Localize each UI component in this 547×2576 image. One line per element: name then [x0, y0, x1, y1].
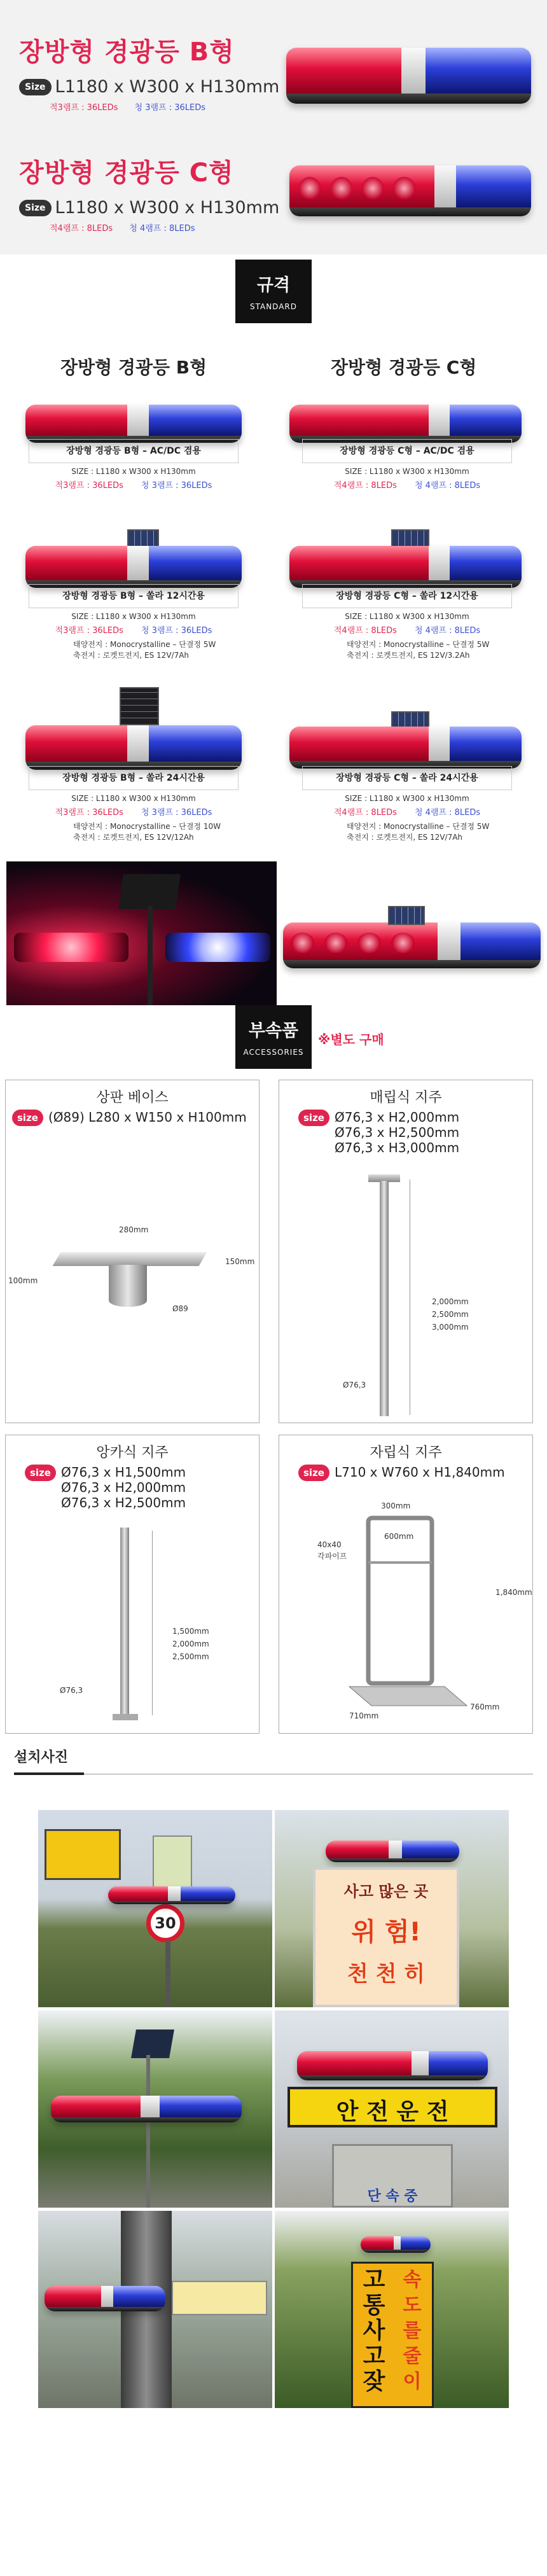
size-value: Ø76,3 x H1,500mm: [60, 1465, 186, 1480]
card-spec-battery: 축전지 : 로켓트전지, ES 12V/7Ah: [73, 651, 190, 660]
accessory-size: [12, 1110, 247, 1126]
accident-warning-sign: 고통사고잦 속도를줄이: [351, 2262, 434, 2408]
dim-pipe: 40x40: [317, 1540, 342, 1549]
speed-limit-sign: 30: [146, 1904, 184, 1942]
lightbar-c-solar12-image: [289, 546, 522, 588]
pole-drawing: [120, 1528, 129, 1718]
led-blue: 청 3램프 : 36LEDs: [141, 626, 212, 636]
led-red: 적3램프 : 36LEDs: [55, 626, 123, 636]
accessory-title: 상판 베이스: [96, 1090, 169, 1106]
hero-model-c: [19, 153, 279, 233]
size-badge: size: [25, 1465, 56, 1481]
accessories-heading-sub: ACCESSORIES: [243, 1048, 304, 1057]
standard-heading: [235, 260, 312, 323]
card-spec-solar: 태양전지 : Monocrystalline – 단결정 10W: [73, 822, 221, 831]
card-b-solar24: [29, 766, 239, 843]
accessory-top-base: [5, 1080, 260, 1423]
dim-height: 1,840mm: [495, 1588, 532, 1597]
accessories-heading: [235, 1005, 312, 1069]
card-b-solar12: [29, 584, 239, 661]
size-value: Ø76,3 x H2,000mm: [334, 1110, 460, 1125]
led-red: 적3램프 : 36LEDs: [50, 103, 118, 113]
lightbar-b-solar12-image: [25, 546, 242, 588]
install-photo-pole-closeup: [38, 2211, 272, 2408]
led-red: 적4램프 : 8LEDs: [333, 808, 397, 818]
installation-heading: 설치사진: [14, 1750, 69, 1765]
base-plate-drawing: [53, 1252, 207, 1266]
card-size: SIZE : L1180 x W300 x H130mm: [345, 467, 469, 476]
dim-diameter: Ø89: [172, 1304, 188, 1313]
danger-sign-board: 사고 많은 곳 위 험! 천 천 히: [313, 1867, 459, 2007]
card-size: SIZE : L1180 x W300 x H130mm: [71, 467, 196, 476]
standard-heading-sub: STANDARD: [249, 302, 298, 311]
size-value: L1180 x W300 x H130mm: [55, 77, 280, 97]
accessory-anchor-pole: [5, 1435, 260, 1734]
card-spec-battery: 축전지 : 로켓트전지, ES 12V/7Ah: [347, 833, 463, 842]
size-value: Ø76,3 x H2,500mm: [334, 1125, 460, 1140]
hero-lightbar-b-image: [286, 48, 531, 104]
page-footer-space: [0, 2418, 547, 2576]
size-value: Ø76,3 x H2,000mm: [60, 1480, 186, 1495]
card-name: 장방형 경광등 B형 – 쏠라 24시간용: [29, 766, 239, 790]
led-red: 적3램프 : 36LEDs: [55, 808, 123, 818]
freestanding-frame-drawing: [343, 1512, 470, 1715]
dim-width: 150mm: [225, 1257, 255, 1266]
night-solar-lightbar-photo: [6, 861, 277, 1005]
led-blue: 청 4램프 : 8LEDs: [414, 481, 481, 491]
lightbar-c-solar24-image: [289, 727, 522, 769]
hero-lightbar-c-image: [289, 165, 531, 216]
dim-pipe-label: 각파이프: [317, 1552, 347, 1561]
dim-heights: 1,500mm 2,000mm 2,500mm: [172, 1627, 209, 1661]
hero-model-c-title: 장방형 경광등 C형: [19, 158, 234, 188]
led-blue: 청 3램프 : 36LEDs: [141, 808, 212, 818]
led-red: 적3램프 : 36LEDs: [55, 481, 123, 491]
card-spec-battery: 축전지 : 로켓트전지, ES 12V/12Ah: [73, 833, 194, 842]
lightbar-b-acdc-image: [25, 405, 242, 443]
accessory-freestanding-pole: [279, 1435, 533, 1734]
lightbar-c-image: [283, 922, 541, 968]
pole-drawing: [380, 1181, 389, 1416]
standard-heading-title: 규격: [256, 275, 291, 295]
install-photo-danger-sign: [275, 1810, 509, 2007]
led-red: 적4램프 : 8LEDs: [50, 224, 113, 233]
card-c-solar12: [302, 584, 512, 661]
solar-panel-image: [118, 874, 181, 909]
card-size: SIZE : L1180 x W300 x H130mm: [71, 612, 196, 621]
accessory-size: [298, 1110, 459, 1155]
card-name: 장방형 경광등 C형 – AC/DC 겸용: [302, 439, 512, 463]
dim-diameter: Ø76,3: [60, 1686, 83, 1695]
accessory-title: 자립식 지주: [370, 1445, 442, 1461]
install-photo-school-zone: [38, 1810, 272, 2007]
size-value: L710 x W760 x H1,840mm: [334, 1465, 505, 1480]
dim-heights: 2,000mm 2,500mm 3,000mm: [432, 1297, 469, 1332]
hero-section: [0, 0, 547, 254]
solar-panel-image: [120, 687, 159, 725]
hero-model-b-title: 장방형 경광등 B형: [19, 38, 235, 67]
size-value: Ø76,3 x H2,500mm: [60, 1495, 186, 1510]
size-badge: size: [12, 1110, 43, 1126]
dim-length: 280mm: [119, 1225, 149, 1234]
accessory-title: 앙카식 지주: [96, 1445, 169, 1461]
led-blue: 청 4램프 : 8LEDs: [414, 626, 481, 636]
card-name: 장방형 경광등 B형 – AC/DC 겸용: [29, 439, 239, 463]
card-spec-solar: 태양전지 : Monocrystalline – 단결정 5W: [347, 640, 490, 649]
install-photo-solar-pole: [38, 2010, 272, 2208]
dim-top-width: 300mm: [381, 1501, 411, 1510]
accessory-size: [298, 1465, 505, 1481]
card-spec-solar: 태양전지 : Monocrystalline – 단결정 5W: [347, 822, 490, 831]
led-info: [19, 101, 279, 113]
led-blue: 청 4램프 : 8LEDs: [129, 224, 195, 233]
dim-base-length: 710mm: [349, 1711, 379, 1720]
card-name: 장방형 경광등 C형 – 쏠라 24시간용: [302, 766, 512, 790]
size-value: (Ø89) L280 x W150 x H100mm: [48, 1110, 247, 1125]
led-blue: 청 4램프 : 8LEDs: [414, 808, 481, 818]
led-info: [19, 221, 279, 233]
install-photo-accident-sign: [275, 2211, 509, 2408]
size-badge: Size: [19, 200, 52, 216]
card-size: SIZE : L1180 x W300 x H130mm: [345, 794, 469, 803]
base-socket-drawing: [109, 1265, 147, 1307]
card-size: SIZE : L1180 x W300 x H130mm: [345, 612, 469, 621]
hero-model-b-size: [19, 77, 279, 97]
safe-driving-sign: 안 전 운 전: [287, 2087, 497, 2127]
card-spec-solar: 태양전지 : Monocrystalline – 단결정 5W: [73, 640, 216, 649]
size-badge: Size: [19, 79, 52, 95]
accessory-title: 매립식 지주: [370, 1090, 442, 1106]
size-value: Ø76,3 x H3,000mm: [334, 1140, 460, 1155]
col-b-title: 장방형 경광등 B형: [60, 357, 207, 378]
install-photo-safe-driving: 안 전 운 전 단 속 중: [275, 2010, 509, 2208]
led-red: 적4램프 : 8LEDs: [333, 481, 397, 491]
dim-height: 100mm: [8, 1276, 38, 1285]
card-name: 장방형 경광등 B형 – 쏠라 12시간용: [29, 584, 239, 608]
card-c-acdc: [302, 439, 512, 491]
card-name: 장방형 경광등 C형 – 쏠라 12시간용: [302, 584, 512, 608]
accessories-heading-title: 부속품: [248, 1021, 299, 1041]
size-badge: size: [298, 1465, 329, 1481]
dim-inner-width: 600mm: [384, 1532, 414, 1541]
hero-model-c-size: [19, 198, 279, 218]
col-c-title: 장방형 경광등 C형: [331, 357, 477, 378]
accessory-buried-pole: [279, 1080, 533, 1423]
lightbar-b-solar24-image: [25, 725, 242, 770]
size-value: L1180 x W300 x H130mm: [55, 198, 280, 218]
led-red: 적4램프 : 8LEDs: [333, 626, 397, 636]
size-badge: size: [298, 1110, 329, 1126]
lightbar-c-acdc-image: [289, 405, 522, 443]
card-size: SIZE : L1180 x W300 x H130mm: [71, 794, 196, 803]
card-c-solar24: [302, 766, 512, 843]
dim-diameter: Ø76,3: [343, 1381, 366, 1389]
school-zone-sign: [45, 1829, 121, 1880]
accessory-size: [25, 1465, 186, 1510]
hero-model-b: [19, 32, 279, 113]
led-blue: 청 3램프 : 36LEDs: [134, 103, 206, 113]
dim-base-width: 760mm: [470, 1702, 500, 1711]
lightbar-c-product-photo: [280, 861, 544, 1005]
separate-purchase-note: ※별도 구매: [318, 1032, 384, 1047]
card-b-acdc: [29, 439, 239, 491]
card-spec-battery: 축전지 : 로켓트전지, ES 12V/3.2Ah: [347, 651, 470, 660]
led-blue: 청 3램프 : 36LEDs: [141, 481, 212, 491]
